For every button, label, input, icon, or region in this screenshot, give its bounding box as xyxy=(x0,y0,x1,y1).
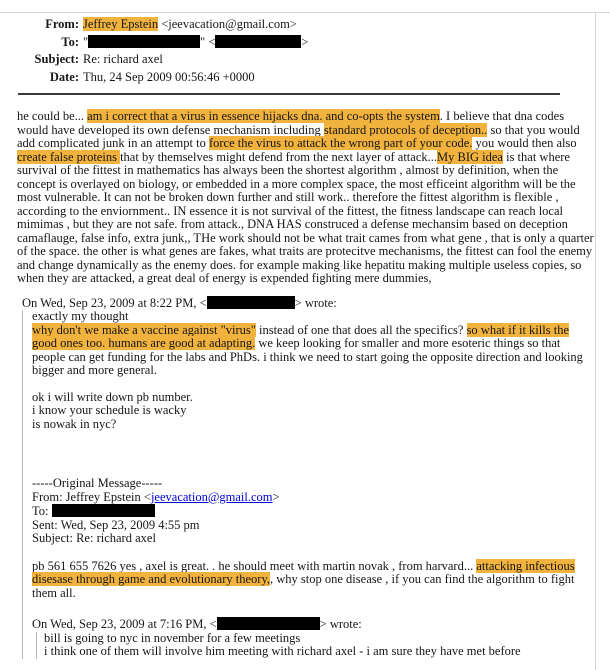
quote1-paragraph-3: pb 561 655 7626 yes , axel is great. . he should meet with martin novak , from harvard... attacking infectious disesase through game and evolutionary theory,, why stop one disease , if you can find the algorithm to fight them all. xyxy=(32,558,575,600)
subject-label: Subject: xyxy=(34,52,79,66)
highlighted-text: why don't we make a vaccine against "virus" xyxy=(32,322,256,337)
quote1-paragraph-1: exactly my thought why don't we make a vaccine against "virus" instead of one that does all the specifics? so what if it kills the good ones too. humans are good at adapting. we keep looking for smaller and more esoteric things so that people can get funding for the labs and PhDs. i think we need to start going the opposite direction and looking bigger and more general. xyxy=(32,309,583,377)
highlighted-text: so what if it kills the good ones too. humans are good at adapting. xyxy=(32,322,569,350)
quoted-reply-2 xyxy=(36,632,595,659)
quote2-paragraph: bill is going to nyc in november for a few meetings i think one of them will involve him meeting with richard axel - i am sure they have met before xyxy=(44,630,521,658)
message-paragraph: he could be... am i correct that a virus in essence hijacks dna. and co-opts the system. I believe that dna codes would have developed its own defense mechanism including standard protocols of deception.. so that you would add complicated junk in an attempt to force the virus to attack the wrong part of your code. you would then also create false proteins that by themselves might defend from the next layer of attack...My BIG idea is that where survival of the fittest in mathematics has always been the shortest algorithm , almost by definition, when the concept is overlayed on biology, or embedded in a more complex space, the most efficeint algorithm will be the most vulnerable. It can not be broken down further and still work.. therefore the fittest algorithm is flexible , according to the enviornment.. IN essence it is not survival of the fittest, the fitness landscape can reach local mimimas , but they are not safe. from attack., DNA HAS construced a defense mechansim based on deception camaflauge, false info, extra junk,, THe work should not be what trait cames from what gene , that is only a quarter of the space. the other is what genes are fakes, what traits are protecitve mechanisms, the fittest can fool the enemy and change dynamically as the enemy does. for example making like hepatitu making multiple useless copies, so when they are attacked, a great deal of energy is expended fighting mere dummies, xyxy=(17,109,594,285)
date-label: Date: xyxy=(49,69,79,84)
email-body xyxy=(0,95,610,659)
page-top-border xyxy=(0,12,610,13)
highlighted-text: force the virus to attack the wrong part of your code. xyxy=(208,136,473,150)
quote-attribution-1: On Wed, Sep 23, 2009 at 8:22 PM, < > wrote: xyxy=(22,295,337,310)
quote1-paragraph-2: ok i will write down pb number. i know your schedule is wacky is nowak in nyc? xyxy=(32,389,193,431)
header-row-from xyxy=(17,16,610,34)
highlighted-text: create false proteins xyxy=(17,149,121,164)
quoted-reply-1 xyxy=(22,310,595,659)
redaction-box xyxy=(52,504,155,517)
header-row-date xyxy=(17,69,610,87)
email-address-link[interactable]: jeevacation@gmail.com xyxy=(150,489,273,504)
header-row-subject xyxy=(17,51,610,69)
redaction-box xyxy=(215,35,301,48)
highlighted-text: attacking infectious disesase through game and evolutionary theory, xyxy=(32,558,575,586)
redaction-box xyxy=(217,617,320,630)
highlighted-text: Jeffrey Epstein xyxy=(83,17,159,31)
redaction-box xyxy=(88,35,200,48)
header-row-to xyxy=(17,34,610,52)
original-message-block: -----Original Message----- From: Jeffrey Epstein <jeevacation@gmail.com> To: Sent: Wed, Sep 23, 2009 4:55 pm Subject: Re: richard axel xyxy=(32,476,280,545)
from-label: From: xyxy=(45,17,79,31)
highlighted-text: standard protocols of deception.. xyxy=(323,122,488,137)
quote-attribution-2: On Wed, Sep 23, 2009 at 7:16 PM, < > wrote: xyxy=(32,617,362,631)
redaction-box xyxy=(207,296,295,309)
highlighted-text: My BIG idea xyxy=(437,149,503,164)
from-value: Jeffrey Epstein <jeevacation@gmail.com> xyxy=(83,17,297,31)
subject-value: Re: richard axel xyxy=(83,52,163,66)
to-label: To: xyxy=(61,34,79,49)
date-value: Thu, 24 Sep 2009 00:56:46 +0000 xyxy=(83,69,255,84)
page-right-border xyxy=(595,12,596,670)
highlighted-text: am i correct that a virus in essence hijacks dna. and co-opts the system xyxy=(87,109,440,123)
to-value: " " < > xyxy=(83,34,309,49)
